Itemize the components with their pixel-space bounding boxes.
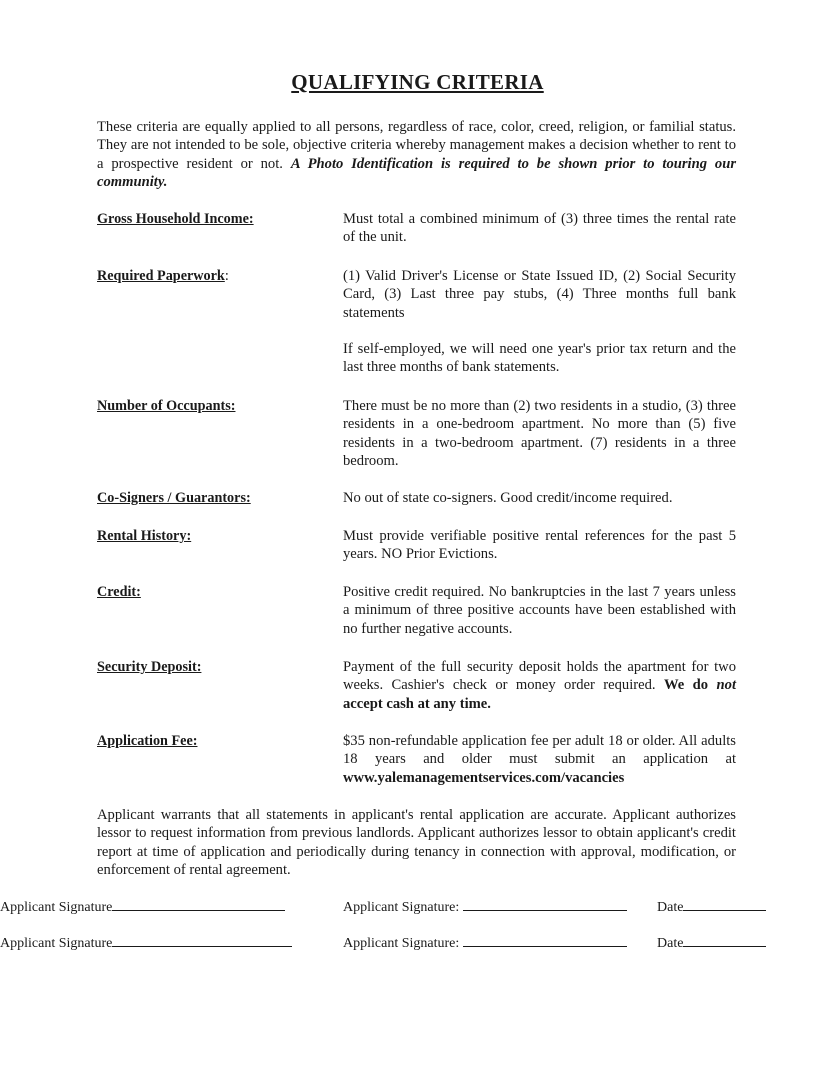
deposit-bold-italic: not <box>716 677 736 694</box>
signature-line[interactable] <box>463 934 627 947</box>
signature-row-1-mid <box>343 898 627 916</box>
date-line[interactable] <box>683 898 766 911</box>
deposit-label: Security Deposit: <box>97 659 202 675</box>
signature-row-1-date <box>657 898 766 916</box>
rental-history-value: Must provide verifiable positive rental references for the past 5 years. NO Prior Evictions. <box>343 528 736 563</box>
page-title: QUALIFYING CRITERIA <box>291 70 544 94</box>
signature-line[interactable] <box>112 934 292 947</box>
rental-history-label: Rental History: <box>97 528 192 544</box>
fee-label: Application Fee: <box>97 733 198 749</box>
warranty-paragraph: Applicant warrants that all statements in applicant's rental application are accurate. Applicant authorizes lessor to request information from previous landlords. Applicant authorizes lessor to obtain applicant's credit report at time of application and periodically during tenancy in connection with approval, modification, or enforcement of rental agreement. <box>97 807 736 878</box>
intro-emphasis: A Photo Identification is required to be shown prior to touring our community. <box>97 155 737 190</box>
cosigners-label: Co-Signers / Guarantors: <box>97 490 251 506</box>
date-label: Date <box>657 936 684 951</box>
deposit-bold-2: accept cash at any time. <box>343 695 491 712</box>
income-value: Must total a combined minimum of (3) three times the rental rate of the unit. <box>343 211 736 246</box>
fee-value <box>343 732 736 787</box>
deposit-text: Payment of the full security deposit holds the apartment for two weeks. Cashier's check or money order required. <box>343 659 736 694</box>
occupants-value: There must be no more than (2) two residents in a studio, (3) three residents in a one-bedroom apartment. No more than (5) five residents in a two-bedroom apartment. (7) residents in a three bedroom. <box>343 398 736 469</box>
signature-label: Applicant Signature <box>0 936 113 951</box>
paperwork-label <box>97 267 229 285</box>
fee-url: www.yalemanagementservices.com/vacancies <box>343 769 625 786</box>
signature-row-1-left <box>0 898 285 916</box>
signature-row-2-date <box>657 934 766 952</box>
deposit-bold-1: We do <box>663 677 717 694</box>
signature-line[interactable] <box>463 898 627 911</box>
deposit-value <box>343 658 736 713</box>
paperwork-value: (1) Valid Driver's License or State Issued ID, (2) Social Security Card, (3) Last three pay stubs, (4) Three months full bank statements <box>343 268 736 321</box>
intro-text: These criteria are equally applied to all persons, regardless of race, color, creed, religion, or familial status. They are not intended to be sole, objective criteria whereby management makes a decision whether to rent to a prospective resident or not. <box>97 119 736 172</box>
signature-line[interactable] <box>112 898 285 911</box>
intro-paragraph <box>97 118 736 191</box>
cosigners-value: No out of state co-signers. Good credit/income required. <box>343 490 673 506</box>
paperwork-label-text: Required Paperwork <box>97 268 225 284</box>
credit-value: Positive credit required. No bankruptcies in the last 7 years unless a minimum of three positive accounts have been established with no further negative accounts. <box>343 584 736 637</box>
paperwork-label-colon: : <box>224 268 229 284</box>
credit-label: Credit: <box>97 584 141 600</box>
fee-text: $35 non-refundable application fee per adult 18 or older. All adults 18 years and older must submit an application at <box>343 733 736 768</box>
date-label: Date <box>657 900 684 915</box>
signature-label: Applicant Signature <box>0 900 113 915</box>
paperwork-value-2: If self-employed, we will need one year's prior tax return and the last three months of bank statements. <box>343 341 736 376</box>
date-line[interactable] <box>683 934 766 947</box>
income-label: Gross Household Income: <box>97 211 254 227</box>
signature-row-2-mid <box>343 934 627 952</box>
signature-label: Applicant Signature: <box>343 900 463 915</box>
occupants-label: Number of Occupants: <box>97 398 236 414</box>
signature-row-2-left <box>0 934 292 952</box>
signature-label: Applicant Signature: <box>343 936 463 951</box>
